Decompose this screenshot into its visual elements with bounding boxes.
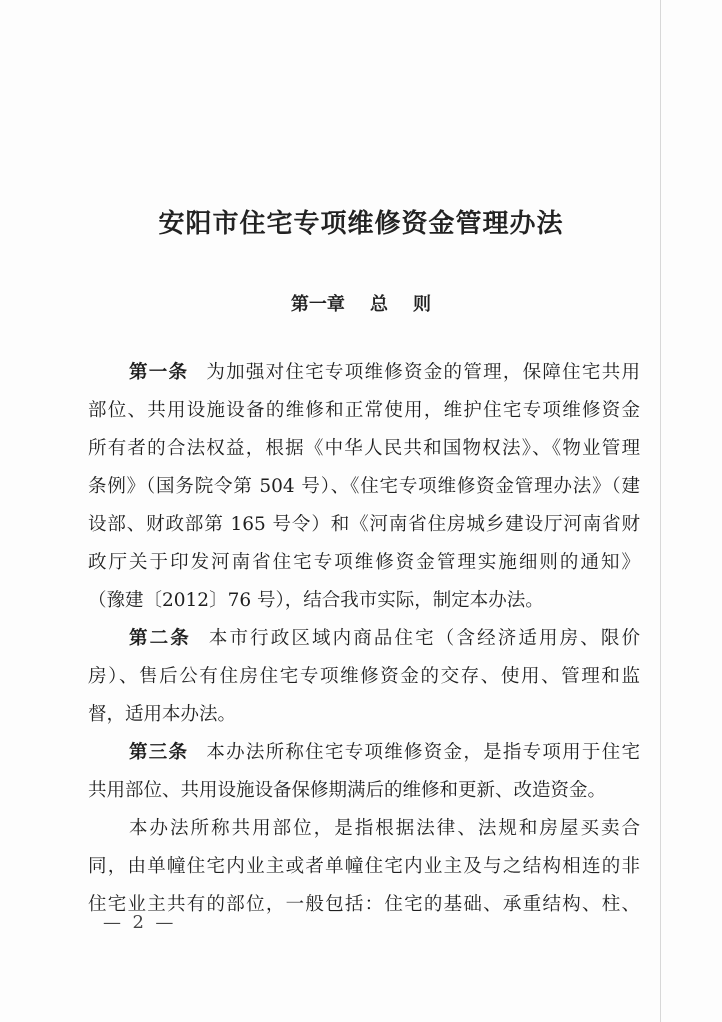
page-number: — 2 — (103, 912, 174, 933)
paragraph-line-2: 同，由单幢住宅内业主或者单幢住宅内业主及与之结构相连的非 (88, 856, 640, 877)
article-1-line-3: 所有者的合法权益，根据《中华人民共和国物权法》、《物业管理 (88, 438, 640, 459)
article-2-label: 第二条 (129, 628, 191, 649)
scan-edge-line (660, 0, 661, 1022)
article-3-label: 第三条 (129, 742, 189, 763)
article-1-label: 第一条 (129, 362, 189, 383)
article-2-line-3: 督，适用本办法。 (88, 704, 237, 725)
article-3-line-1: 第三条 本办法所称住宅专项维修资金，是指专项用于住宅 (129, 742, 640, 763)
chapter-heading: 第一章 总 则 (290, 294, 432, 315)
article-1-line-1: 第一条 为加强对住宅专项维修资金的管理，保障住宅共用 (129, 362, 640, 383)
article-3-line-2: 共用部位、共用设施设备保修期满后的维修和更新、改造资金。 (88, 780, 607, 801)
document-title: 安阳市住宅专项维修资金管理办法 (158, 209, 564, 239)
article-1-line-5: 设部、财政部第 165 号令）和《河南省住房城乡建设厅河南省财 (88, 514, 640, 535)
article-1-line-2: 部位、共用设施设备的维修和正常使用，维护住宅专项维修资金 (88, 400, 640, 421)
paragraph-line-1: 本办法所称共用部位，是指根据法律、法规和房屋买卖合 (129, 818, 640, 839)
article-1-line-4: 条例》（国务院令第 504 号）、《住宅专项维修资金管理办法》（建 (88, 476, 640, 497)
article-1-line-6: 政厅关于印发河南省住宅专项维修资金管理实施细则的通知》 (88, 552, 640, 573)
article-2-line-2: 房）、售后公有住房住宅专项维修资金的交存、使用、管理和监 (88, 666, 640, 687)
article-1-line-7: （豫建〔2012〕76 号），结合我市实际，制定本办法。 (88, 590, 544, 611)
paragraph-line-3: 住宅业主共有的部位，一般包括：住宅的基础、承重结构、柱、 (88, 894, 640, 915)
article-2-line-1: 第二条 本市行政区域内商品住宅（含经济适用房、限价 (129, 628, 640, 649)
